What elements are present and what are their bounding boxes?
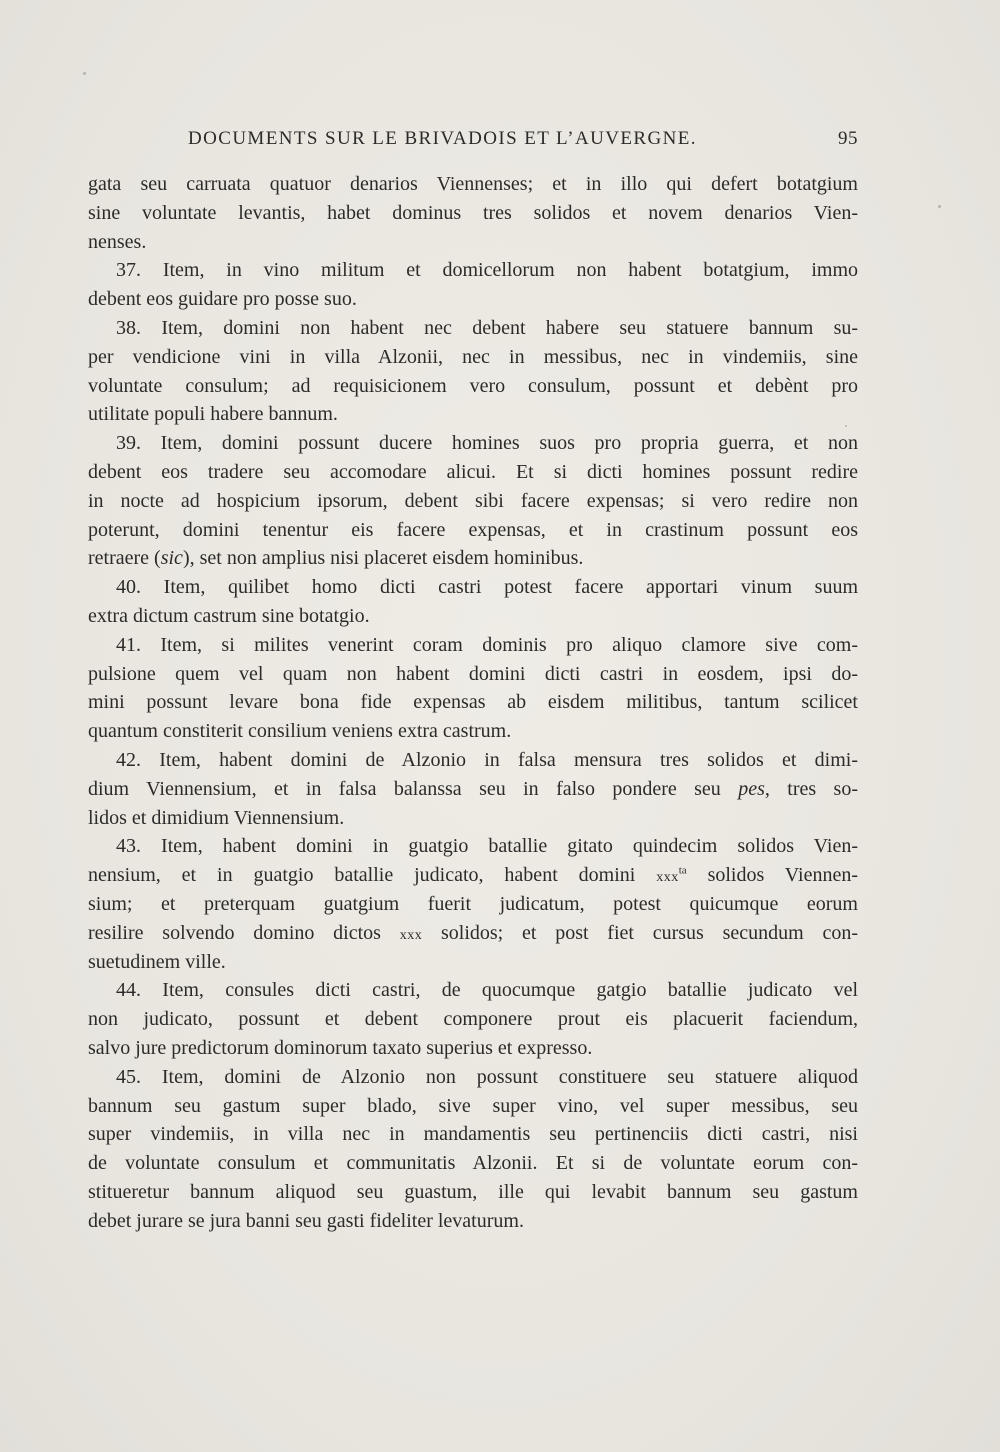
page-number: 95 [838, 128, 858, 149]
text-line: voluntate consulum; ad requisicionem vero consulum, possunt et debènt pro [88, 374, 858, 397]
article-number: 42. [116, 748, 141, 771]
article-45 [88, 1063, 858, 1092]
text-line: suetudinem ville. [88, 950, 226, 973]
text-line: in nocte ad hospicium ipsorum, debent sibi facere expensas; si vero redire non [88, 489, 858, 512]
sic-italic: sic [160, 547, 183, 570]
text-line: stitueretur bannum aliquod seu guastum, ille qui levabit bannum seu gastum [88, 1180, 858, 1203]
roman-numeral: xxx [399, 927, 423, 943]
article-text: Item, habent domini in guatgio batallie gitato quindecim solidos Vien- [161, 835, 858, 858]
text-line: nenses. [88, 230, 147, 253]
article-number: 44. [116, 979, 141, 1002]
text-line: debent eos tradere seu accomodare alicui. Et si dicti homines possunt redire [88, 460, 858, 483]
text-line: lidos et dimidium Viennensium. [88, 806, 345, 829]
text-line: quantum constiterit consilium veniens extra castrum. [88, 720, 512, 743]
article-43 [88, 832, 858, 861]
paper-speck [938, 205, 941, 208]
text-line: mini possunt levare bona fide expensas ab eisdem militibus, tantum scilicet [88, 691, 858, 714]
body-text [88, 170, 858, 1235]
text-line: bannum seu gastum super blado, sive super vino, vel super messibus, seu [88, 1094, 858, 1117]
article-text: Item, consules dicti castri, de quocumque gatgio batallie judicato vel [162, 979, 858, 1002]
article-41 [88, 631, 858, 660]
text-line: utilitate populi habere bannum. [88, 403, 338, 426]
article-number: 39. [116, 432, 141, 455]
article-text: Item, in vino militum et domicellorum non habent botatgium, immo [162, 259, 858, 282]
running-title: DOCUMENTS SUR LE BRIVADOIS ET L’AUVERGNE. [188, 128, 697, 149]
article-text: Item, domini de Alzonio non possunt constituere seu statuere aliquod [161, 1065, 858, 1088]
article-38 [88, 314, 858, 343]
article-number: 45. [116, 1065, 141, 1088]
pes-italic: pes [738, 777, 765, 800]
text-line: gata seu carruata quatuor denarios Viennenses; et in illo qui defert botatgium [88, 173, 858, 195]
text-line: dium Viennensium, et in falsa balanssa seu in falso pondere seu pes, tres so- [88, 777, 858, 800]
article-text: Item, quilibet homo dicti castri potest facere apportari vinum suum [163, 576, 858, 599]
superscript: ta [678, 864, 687, 877]
text-line: debet jurare se jura banni seu gasti fideliter levaturum. [88, 1209, 524, 1232]
text-line: retraere (sic), set non amplius nisi placeret eisdem hominibus. [88, 547, 584, 570]
article-text: Item, domini possunt ducere homines suos pro propria guerra, et non [160, 432, 858, 455]
article-42 [88, 746, 858, 775]
article-40 [88, 573, 858, 602]
text-line: nensium, et in guatgio batallie judicato, habent domini xxx$^{ta}$ solidos Viennen- [88, 864, 858, 887]
text-line: extra dictum castrum sine botatgio. [88, 604, 370, 627]
text-line: salvo jure predictorum dominorum taxato superius et expresso. [88, 1036, 593, 1059]
paper-speck [83, 72, 86, 75]
text-line: per vendicione vini in villa Alzonii, nec in messibus, nec in vindemiis, sine [88, 345, 858, 368]
text-line: resilire solvendo domino dictos xxx solidos; et post fiet cursus secundum con- [88, 921, 858, 944]
text-line: poterunt, domini tenentur eis facere expensas, et in crastinum possunt eos [88, 518, 858, 541]
text-line: non judicato, possunt et debent componere prout eis placuerit faciendum, [88, 1008, 858, 1031]
paper-speck [845, 425, 847, 427]
text-line: sium; et preterquam guatgium fuerit judicatum, potest quicumque eorum [88, 892, 858, 915]
article-number: 41. [116, 633, 141, 656]
running-head [88, 128, 858, 158]
article-number: 38. [116, 316, 141, 339]
article-text: Item, habent domini de Alzonio in falsa mensura tres solidos et dimi- [159, 748, 858, 771]
text-line: sine voluntate levantis, habet dominus tres solidos et novem denarios Vien- [88, 201, 858, 224]
article-39 [88, 429, 858, 458]
article-number: 40. [116, 576, 141, 599]
text-line: de voluntate consulum et communitatis Alzonii. Et si de voluntate eorum con- [88, 1152, 858, 1175]
article-37 [88, 256, 858, 285]
roman-numeral: xxx [656, 870, 679, 886]
text-line: pulsione quem vel quam non habent domini dicti castri in eosdem, ipsi do- [88, 662, 858, 685]
text-line: debent eos guidare pro posse suo. [88, 288, 357, 311]
article-text: Item, si milites venerint coram dominis pro aliquo clamore sive com- [160, 633, 858, 656]
article-44 [88, 976, 858, 1005]
article-number: 37. [116, 259, 141, 282]
article-number: 43. [116, 835, 141, 858]
text-line: super vindemiis, in villa nec in mandamentis seu pertinenciis dicti castri, nisi [88, 1123, 858, 1146]
article-text: Item, domini non habent nec debent habere seu statuere bannum su- [161, 316, 858, 339]
